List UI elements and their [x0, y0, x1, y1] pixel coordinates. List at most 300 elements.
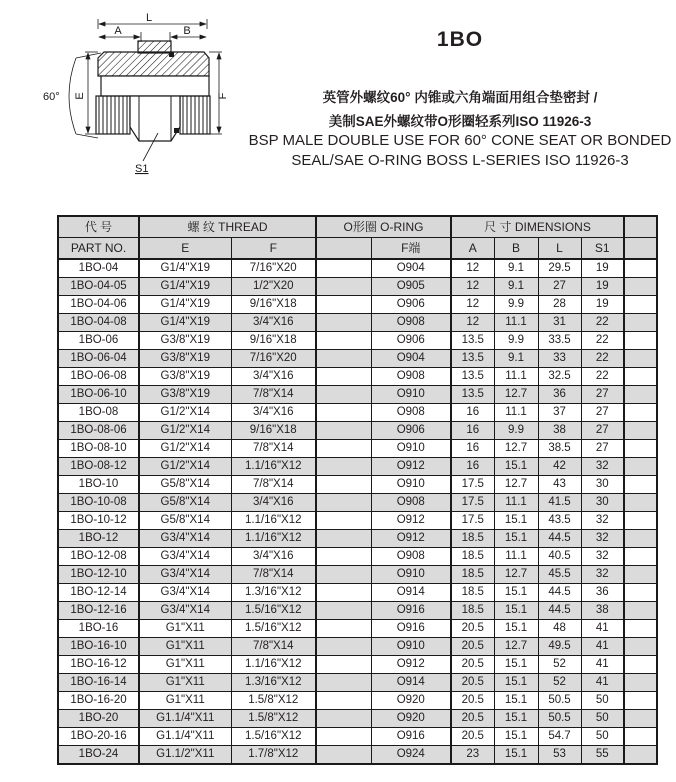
table-cell: G1"X11 [139, 638, 231, 656]
table-row [58, 422, 657, 440]
table-cell: 15.1 [494, 656, 538, 674]
header-col-f: F [231, 238, 316, 260]
table-cell: 32 [581, 458, 624, 476]
table-cell [316, 656, 371, 674]
table-row [58, 278, 657, 296]
table-cell [316, 674, 371, 692]
table-cell: 1BO-06-10 [58, 386, 139, 404]
table-cell: 27 [581, 386, 624, 404]
table-cell: O905 [371, 278, 451, 296]
table-cell: O914 [371, 584, 451, 602]
table-cell: 12.7 [494, 638, 538, 656]
table-cell: 1BO-24 [58, 746, 139, 765]
table-row [58, 638, 657, 656]
table-cell [624, 386, 657, 404]
table-cell: 1BO-06-08 [58, 368, 139, 386]
table-row [58, 584, 657, 602]
table-row [58, 259, 657, 278]
table-cell: 9.1 [494, 278, 538, 296]
title-block [248, 28, 672, 172]
table-cell: 1BO-20-16 [58, 728, 139, 746]
header-dimensions: 尺 寸 DIMENSIONS [451, 216, 624, 238]
table-cell: 50 [581, 710, 624, 728]
table-cell: 3/4"X16 [231, 494, 316, 512]
table-cell: O912 [371, 512, 451, 530]
table-cell: G3/4"X14 [139, 530, 231, 548]
table-cell: 12 [451, 314, 494, 332]
table-cell: 20.5 [451, 638, 494, 656]
table-cell [624, 620, 657, 638]
table-cell: 1BO-12 [58, 530, 139, 548]
dim-label-L: L [145, 12, 153, 24]
table-row [58, 566, 657, 584]
table-cell: G1/2"X14 [139, 422, 231, 440]
table-cell: 1.1/16"X12 [231, 512, 316, 530]
table-cell: 1/2"X20 [231, 278, 316, 296]
table-cell: 15.1 [494, 692, 538, 710]
table-cell: 32 [581, 530, 624, 548]
table-cell: G5/8"X14 [139, 494, 231, 512]
table-cell: G3/8"X19 [139, 332, 231, 350]
table-row [58, 296, 657, 314]
table-cell: 44.5 [538, 602, 581, 620]
table-row [58, 368, 657, 386]
header-thread: 螺 纹 THREAD [139, 216, 316, 238]
dim-label-E: E [74, 92, 86, 100]
table-cell: O904 [371, 350, 451, 368]
table-cell: 22 [581, 350, 624, 368]
table-cell: 1BO-04 [58, 259, 139, 278]
table-row [58, 494, 657, 512]
table-cell: 1BO-12-10 [58, 566, 139, 584]
dim-label-S1: S1 [135, 163, 149, 175]
table-cell: G1/2"X14 [139, 440, 231, 458]
table-cell: 1.1/16"X12 [231, 530, 316, 548]
table-cell: 1.1/16"X12 [231, 458, 316, 476]
table-cell: O912 [371, 530, 451, 548]
header-blank-2 [624, 238, 657, 260]
table-cell [624, 440, 657, 458]
header-col-s1: S1 [581, 238, 624, 260]
table-cell: 13.5 [451, 368, 494, 386]
table-cell [316, 746, 371, 765]
table-cell [624, 314, 657, 332]
table-cell: 27 [581, 404, 624, 422]
table-cell: 12 [451, 259, 494, 278]
table-cell: G1/4"X19 [139, 296, 231, 314]
table-cell: 20.5 [451, 728, 494, 746]
table-row [58, 404, 657, 422]
table-cell: 9.9 [494, 296, 538, 314]
table-cell: 1BO-16 [58, 620, 139, 638]
table-cell: 40.5 [538, 548, 581, 566]
table-cell: 30 [581, 476, 624, 494]
table-cell [316, 259, 371, 278]
table-cell: O912 [371, 458, 451, 476]
table-cell: 1.5/16"X12 [231, 602, 316, 620]
table-cell: 1BO-06-04 [58, 350, 139, 368]
table-cell: O910 [371, 440, 451, 458]
table-cell: 1.1/16"X12 [231, 656, 316, 674]
table-cell: 50 [581, 728, 624, 746]
table-cell [624, 512, 657, 530]
table-cell: G1"X11 [139, 620, 231, 638]
table-cell: 15.1 [494, 710, 538, 728]
table-cell [624, 584, 657, 602]
table-cell: 1BO-10-12 [58, 512, 139, 530]
table-cell [316, 566, 371, 584]
table-cell: 7/8"X14 [231, 386, 316, 404]
table-cell [624, 638, 657, 656]
description-zh-line1: 英管外螺纹60° 内锥或六角端面用组合垫密封 / [322, 90, 598, 105]
description-zh-line2: 美制SAE外螺纹带O形圈轻系列ISO 11926-3 [328, 113, 592, 129]
table-cell: 1BO-08-10 [58, 440, 139, 458]
table-cell [316, 422, 371, 440]
table-cell: O916 [371, 602, 451, 620]
table-row [58, 350, 657, 368]
table-cell [316, 314, 371, 332]
table-cell [316, 530, 371, 548]
table-cell: 41 [581, 620, 624, 638]
table-cell: 41 [581, 674, 624, 692]
table-cell: 1BO-20 [58, 710, 139, 728]
header-col-l: L [538, 238, 581, 260]
table-cell [316, 440, 371, 458]
dim-label-angle: 60° [43, 91, 60, 103]
table-cell [316, 692, 371, 710]
table-cell: 11.1 [494, 368, 538, 386]
table-cell: 1BO-08-12 [58, 458, 139, 476]
table-row [58, 674, 657, 692]
table-row [58, 548, 657, 566]
table-cell: O916 [371, 728, 451, 746]
table-cell: 12 [451, 278, 494, 296]
table-cell: 13.5 [451, 332, 494, 350]
dim-label-B: B [183, 25, 191, 37]
table-cell: O906 [371, 422, 451, 440]
table-cell: 22 [581, 332, 624, 350]
table-cell: 1BO-12-14 [58, 584, 139, 602]
table-cell: 32 [581, 512, 624, 530]
table-cell: G3/4"X14 [139, 584, 231, 602]
table-cell: G1"X11 [139, 656, 231, 674]
table-cell: O908 [371, 548, 451, 566]
description-en-line2: SEAL/SAE O-RING BOSS L-SERIES ISO 11926-3 [291, 152, 629, 170]
table-cell: O910 [371, 638, 451, 656]
table-cell: 9/16"X18 [231, 296, 316, 314]
table-cell: 13.5 [451, 350, 494, 368]
table-cell: 12 [451, 296, 494, 314]
table-row [58, 656, 657, 674]
table-cell: 11.1 [494, 494, 538, 512]
table-cell [316, 458, 371, 476]
table-cell: 1BO-12-16 [58, 602, 139, 620]
table-cell [624, 728, 657, 746]
table-cell: 1BO-16-10 [58, 638, 139, 656]
table-cell [316, 638, 371, 656]
table-cell: G1.1/2"X11 [139, 746, 231, 765]
table-cell: 41 [581, 638, 624, 656]
header-col-a: A [451, 238, 494, 260]
table-row [58, 476, 657, 494]
header-part-no: PART NO. [58, 238, 139, 260]
table-cell: 36 [581, 584, 624, 602]
table-cell: 33.5 [538, 332, 581, 350]
table-cell: O908 [371, 314, 451, 332]
dim-label-F: F [217, 92, 229, 100]
table-cell: O908 [371, 368, 451, 386]
table-cell: O908 [371, 494, 451, 512]
table-cell: G1.1/4"X11 [139, 710, 231, 728]
table-cell [316, 620, 371, 638]
table-row [58, 386, 657, 404]
table-cell: 11.1 [494, 314, 538, 332]
table-cell: 13.5 [451, 386, 494, 404]
table-cell [624, 710, 657, 728]
table-cell [316, 494, 371, 512]
table-cell: 43 [538, 476, 581, 494]
table-cell [624, 548, 657, 566]
table-row [58, 314, 657, 332]
table-row [58, 620, 657, 638]
table-cell: O912 [371, 656, 451, 674]
table-cell: 17.5 [451, 476, 494, 494]
table-cell: 7/8"X14 [231, 440, 316, 458]
table-cell [624, 602, 657, 620]
table-cell: 44.5 [538, 584, 581, 602]
table-cell: 18.5 [451, 548, 494, 566]
table-cell: G1/2"X14 [139, 458, 231, 476]
table-cell: 20.5 [451, 674, 494, 692]
table-cell: O920 [371, 710, 451, 728]
table-cell: G1"X11 [139, 674, 231, 692]
table-cell [624, 494, 657, 512]
table-cell [624, 566, 657, 584]
table-cell: 15.1 [494, 674, 538, 692]
table-cell: 19 [581, 278, 624, 296]
table-cell: G1/4"X19 [139, 278, 231, 296]
table-cell: 1BO-04-05 [58, 278, 139, 296]
table-cell [624, 458, 657, 476]
table-cell [316, 278, 371, 296]
table-cell: 29.5 [538, 259, 581, 278]
table-cell: G1.1/4"X11 [139, 728, 231, 746]
table-cell: 15.1 [494, 458, 538, 476]
table-cell: 7/8"X14 [231, 638, 316, 656]
table-cell: 15.1 [494, 620, 538, 638]
table-cell: G1/2"X14 [139, 404, 231, 422]
table-cell: 41.5 [538, 494, 581, 512]
dim-label-A: A [114, 25, 122, 37]
table-cell [624, 674, 657, 692]
table-cell: 1BO-16-14 [58, 674, 139, 692]
table-cell: 7/8"X14 [231, 566, 316, 584]
table-cell: 19 [581, 259, 624, 278]
table-cell: 17.5 [451, 512, 494, 530]
table-cell: 11.1 [494, 548, 538, 566]
description-en-line1: BSP MALE DOUBLE USE FOR 60° CONE SEAT OR BONDED [248, 132, 672, 150]
table-row [58, 332, 657, 350]
table-cell: 1.3/16"X12 [231, 674, 316, 692]
header-col-f-end: F端 [371, 238, 451, 260]
table-cell: 32.5 [538, 368, 581, 386]
table-cell: 1BO-08-06 [58, 422, 139, 440]
table-cell: 7/8"X14 [231, 476, 316, 494]
header-col-b: B [494, 238, 538, 260]
table-cell: 7/16"X20 [231, 350, 316, 368]
table-cell: O908 [371, 404, 451, 422]
table-cell [316, 512, 371, 530]
table-cell: G1/4"X19 [139, 314, 231, 332]
table-cell: 9/16"X18 [231, 422, 316, 440]
table-row [58, 746, 657, 765]
header-blank [624, 216, 657, 238]
table-cell [624, 422, 657, 440]
table-cell: 52 [538, 674, 581, 692]
table-cell: G5/8"X14 [139, 512, 231, 530]
table-cell: O916 [371, 620, 451, 638]
table-cell [316, 728, 371, 746]
table-cell: 1BO-04-08 [58, 314, 139, 332]
table-cell: 15.1 [494, 746, 538, 765]
table-cell: 52 [538, 656, 581, 674]
table-cell [624, 404, 657, 422]
table-cell: G3/4"X14 [139, 566, 231, 584]
table-cell: 12.7 [494, 440, 538, 458]
table-cell: O910 [371, 566, 451, 584]
table-cell: 1BO-16-20 [58, 692, 139, 710]
table-cell [316, 476, 371, 494]
table-cell: 28 [538, 296, 581, 314]
header-col-e: E [139, 238, 231, 260]
table-cell [316, 602, 371, 620]
table-cell: 3/4"X16 [231, 404, 316, 422]
table-cell: G3/8"X19 [139, 386, 231, 404]
table-header-row-groups [58, 216, 657, 238]
table-cell: 1.5/8"X12 [231, 710, 316, 728]
table-cell: 55 [581, 746, 624, 765]
table-cell: 50.5 [538, 710, 581, 728]
table-cell: 53 [538, 746, 581, 765]
table-cell: 7/16"X20 [231, 259, 316, 278]
table-cell: G3/8"X19 [139, 368, 231, 386]
table-cell: 44.5 [538, 530, 581, 548]
table-row [58, 692, 657, 710]
table-cell: 43.5 [538, 512, 581, 530]
table-cell: 1BO-04-06 [58, 296, 139, 314]
table-cell: 9.9 [494, 422, 538, 440]
table-cell: 38 [538, 422, 581, 440]
table-cell: 38 [581, 602, 624, 620]
table-cell [624, 692, 657, 710]
table-cell: 15.1 [494, 512, 538, 530]
fitting-technical-drawing [38, 8, 263, 198]
table-cell [624, 278, 657, 296]
table-cell [624, 350, 657, 368]
table-cell: 3/4"X16 [231, 368, 316, 386]
table-cell: O924 [371, 746, 451, 765]
table-cell: 18.5 [451, 584, 494, 602]
table-cell: 3/4"X16 [231, 314, 316, 332]
table-body [58, 259, 657, 764]
table-cell: O906 [371, 296, 451, 314]
table-cell: 23 [451, 746, 494, 765]
table-cell: O910 [371, 386, 451, 404]
table-cell: 27 [538, 278, 581, 296]
table-cell: 15.1 [494, 530, 538, 548]
table-cell: 1.5/16"X12 [231, 728, 316, 746]
table-cell: 1.5/16"X12 [231, 620, 316, 638]
table-cell [624, 296, 657, 314]
header-col-oring-blank [316, 238, 371, 260]
table-cell: 1BO-08 [58, 404, 139, 422]
table-cell [316, 548, 371, 566]
table-cell: 16 [451, 404, 494, 422]
table-row [58, 458, 657, 476]
table-cell: G3/8"X19 [139, 350, 231, 368]
table-cell: 1BO-12-08 [58, 548, 139, 566]
table-cell [624, 259, 657, 278]
table-cell: 15.1 [494, 728, 538, 746]
table-cell: 16 [451, 440, 494, 458]
table-cell: 20.5 [451, 656, 494, 674]
table-cell: 49.5 [538, 638, 581, 656]
table-cell [316, 296, 371, 314]
page-title: 1BO [436, 28, 484, 51]
table-cell: 16 [451, 422, 494, 440]
table-cell: 30 [581, 494, 624, 512]
table-cell: 15.1 [494, 602, 538, 620]
table-cell: O914 [371, 674, 451, 692]
table-cell: 9.1 [494, 259, 538, 278]
table-cell: 20.5 [451, 710, 494, 728]
table-cell [316, 350, 371, 368]
table-cell: 50 [581, 692, 624, 710]
table-cell: 19 [581, 296, 624, 314]
table-cell [624, 368, 657, 386]
table-cell: 27 [581, 422, 624, 440]
table-cell: 42 [538, 458, 581, 476]
table-cell: O904 [371, 259, 451, 278]
table-row [58, 710, 657, 728]
table-cell: 20.5 [451, 692, 494, 710]
table-cell: 1BO-16-12 [58, 656, 139, 674]
table-cell [316, 332, 371, 350]
table-cell: 9.1 [494, 350, 538, 368]
table-cell: O906 [371, 332, 451, 350]
table-cell: 1BO-10 [58, 476, 139, 494]
table-cell [624, 746, 657, 765]
table-cell: 18.5 [451, 602, 494, 620]
table-cell: 15.1 [494, 584, 538, 602]
table-cell: 17.5 [451, 494, 494, 512]
table-cell: 50.5 [538, 692, 581, 710]
table-cell: 22 [581, 314, 624, 332]
table-cell [624, 656, 657, 674]
table-cell: 31 [538, 314, 581, 332]
table-cell: 48 [538, 620, 581, 638]
table-cell: 12.7 [494, 386, 538, 404]
table-cell: G1"X11 [139, 692, 231, 710]
table-row [58, 602, 657, 620]
table-cell: 27 [581, 440, 624, 458]
table-cell: O920 [371, 692, 451, 710]
table-row [58, 728, 657, 746]
header-oring: O形圈 O-RING [316, 216, 451, 238]
table-cell: 1.5/8"X12 [231, 692, 316, 710]
table-cell [624, 476, 657, 494]
table-cell: G5/8"X14 [139, 476, 231, 494]
